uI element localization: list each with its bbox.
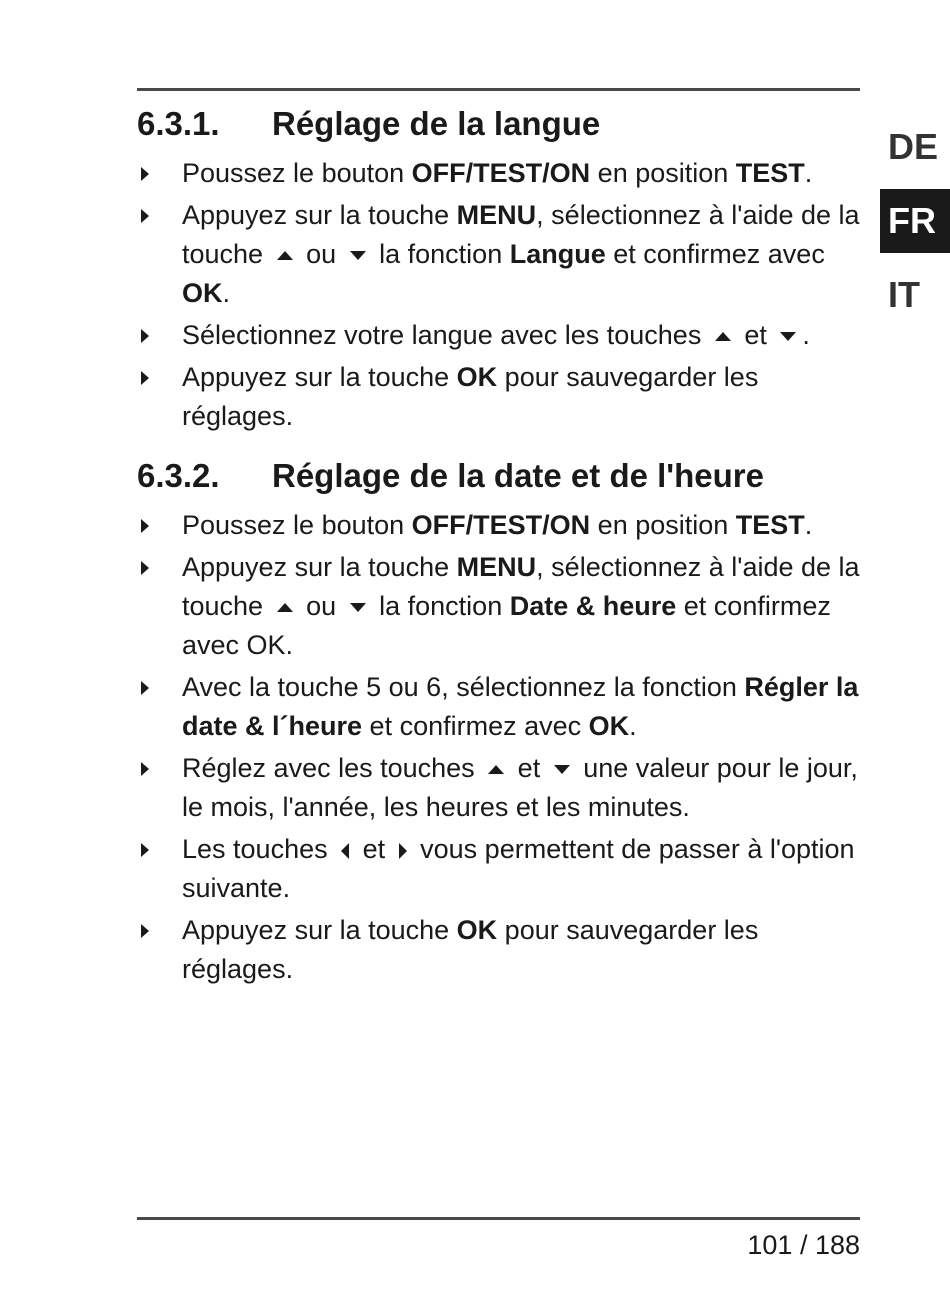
item-bold-text: Langue — [509, 239, 606, 269]
item-bold-text: TEST — [735, 510, 805, 540]
bullet-arrow-icon — [141, 762, 149, 776]
item-text: . — [802, 320, 810, 350]
item-text: Appuyez sur la touche — [182, 552, 457, 582]
bullet-arrow-icon — [141, 371, 149, 385]
section-heading — [137, 452, 861, 500]
list-item — [137, 196, 861, 313]
item-text: et confirmez avec — [605, 239, 825, 269]
bullet-arrow-icon — [141, 924, 149, 938]
down-arrow-icon — [350, 603, 366, 612]
item-text: . — [629, 711, 637, 741]
item-text: Poussez le bouton — [182, 158, 412, 188]
list-item — [137, 316, 861, 355]
item-bold-text: Date & heure — [509, 591, 677, 621]
page-content — [137, 100, 861, 1005]
bullet-arrow-icon — [141, 329, 149, 343]
instruction-list — [137, 154, 861, 436]
item-text: Appuyez sur la touche — [182, 200, 457, 230]
top-rule — [137, 88, 860, 91]
list-item — [137, 830, 861, 908]
bullet-arrow-icon — [141, 561, 149, 575]
item-text: . — [222, 278, 231, 308]
language-tab-de[interactable]: DE — [888, 126, 939, 167]
bullet-arrow-icon — [141, 681, 149, 695]
item-text: en position — [590, 158, 736, 188]
up-arrow-icon — [277, 603, 293, 612]
list-item — [137, 911, 861, 989]
item-bold-text: Régler la date & l´heure — [182, 672, 859, 741]
up-arrow-icon — [277, 251, 293, 260]
instruction-list — [137, 506, 861, 989]
bottom-rule — [137, 1217, 860, 1220]
item-text: Poussez le bouton — [182, 510, 412, 540]
section-title: Réglage de la date et de l'heure — [272, 457, 765, 494]
item-text: et — [510, 753, 548, 783]
item-bold-text: MENU — [456, 200, 537, 230]
down-arrow-icon — [554, 765, 570, 774]
item-text: ou — [298, 239, 344, 269]
item-text: la fonction — [371, 591, 510, 621]
section-number: 6.3.1. — [137, 105, 220, 142]
item-bold-text: OK — [456, 362, 498, 392]
language-tab-it[interactable]: IT — [888, 274, 920, 315]
item-text: Les touches — [182, 834, 336, 864]
section-title: Réglage de la langue — [272, 105, 601, 142]
item-bold-text: OK — [182, 278, 223, 308]
right-arrow-icon — [399, 843, 407, 859]
down-arrow-icon — [780, 332, 796, 341]
item-text: , sélectionnez à l'aide de la touche — [182, 552, 860, 621]
item-text: Sélectionnez votre langue avec les touches — [182, 320, 709, 350]
item-text: et confirmez avec OK. — [182, 591, 831, 660]
item-bold-text: OK — [456, 915, 498, 945]
section-language — [137, 100, 861, 436]
item-text: . — [804, 510, 813, 540]
item-text: ou — [298, 591, 344, 621]
section-number: 6.3.2. — [137, 457, 220, 494]
item-text: et — [355, 834, 393, 864]
bullet-arrow-icon — [141, 519, 149, 533]
item-bold-text: OFF/TEST/ON — [411, 510, 591, 540]
item-text: vous permettent de passer à l'option suivante. — [182, 834, 855, 903]
language-tabs — [880, 115, 950, 337]
item-text: pour sauvegarder les réglages. — [182, 915, 759, 984]
item-text: une valeur pour le jour, le mois, l'année, les heures et les minutes. — [182, 753, 858, 822]
language-tab-fr[interactable]: FR — [880, 189, 950, 253]
section-heading — [137, 100, 861, 148]
list-item — [137, 506, 861, 545]
item-bold-text: MENU — [456, 552, 537, 582]
list-item — [137, 749, 861, 827]
list-item — [137, 154, 861, 193]
item-bold-text: TEST — [735, 158, 805, 188]
item-text: pour sauvegarder les réglages. — [182, 362, 759, 431]
down-arrow-icon — [350, 251, 366, 260]
up-arrow-icon — [488, 765, 504, 774]
bullet-arrow-icon — [141, 843, 149, 857]
list-item — [137, 358, 861, 436]
item-text: en position — [590, 510, 736, 540]
section-date-time — [137, 452, 861, 989]
item-text: Réglez avec les touches — [182, 753, 483, 783]
item-text: Appuyez sur la touche — [182, 362, 457, 392]
item-text: , sélectionnez à l'aide de la touche — [182, 200, 860, 269]
item-text: et confirmez avec — [362, 711, 589, 741]
list-item — [137, 548, 861, 665]
item-text: . — [804, 158, 813, 188]
page-number: 101 / 188 — [747, 1230, 860, 1260]
item-text: et — [736, 320, 775, 350]
item-text: Avec la touche 5 ou 6, sélectionnez la fonction — [182, 672, 745, 702]
item-bold-text: OK — [588, 711, 630, 741]
item-text: Appuyez sur la touche — [182, 915, 457, 945]
bullet-arrow-icon — [141, 209, 149, 223]
bullet-arrow-icon — [141, 167, 149, 181]
up-arrow-icon — [715, 332, 731, 341]
list-item — [137, 668, 861, 746]
item-text: la fonction — [371, 239, 510, 269]
left-arrow-icon — [341, 843, 349, 859]
item-bold-text: OFF/TEST/ON — [411, 158, 591, 188]
